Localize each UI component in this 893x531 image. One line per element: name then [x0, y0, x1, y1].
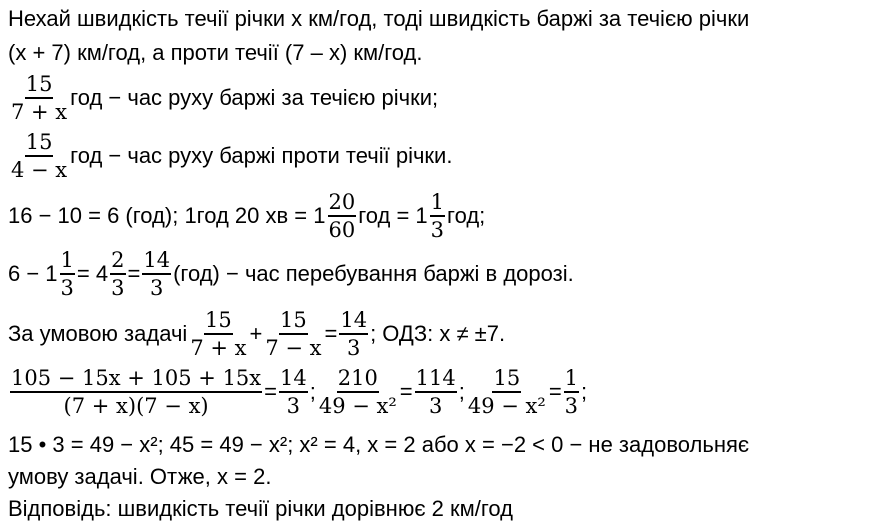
line-5-part-a: 16 − 10 = 6 (год); 1год 20 хв = 1	[8, 203, 326, 228]
fraction-denominator: 3	[60, 276, 74, 300]
fraction	[142, 248, 171, 300]
line-7-part-a: За умовою задачі	[8, 321, 188, 346]
fraction-denominator: 4 − x	[11, 158, 68, 182]
line-7-part-d: ; ОДЗ: x ≠ ±7.	[370, 321, 506, 346]
line-3-text: год − час руху баржі за течією річки;	[70, 85, 439, 110]
line-2	[8, 40, 423, 66]
fraction	[60, 248, 75, 300]
line-5	[8, 190, 485, 242]
fraction	[339, 308, 368, 360]
fraction	[564, 366, 579, 418]
fraction-numerator: 15	[492, 366, 521, 393]
fraction-denominator: 49 − x²	[467, 394, 546, 418]
fraction	[279, 366, 308, 418]
fraction-numerator: 2	[110, 248, 125, 275]
line-9	[8, 432, 749, 458]
line-1-text: Нехай швидкість течії річки x км/год, тоді швидкість баржі за течією річки	[8, 6, 750, 31]
line-9-text: 15 • 3 = 49 − x²; 45 = 49 − x²; x² = 4, x = 2 або x = −2 < 0 − не задовольняє	[8, 432, 750, 457]
line-6-part-b: = 4	[76, 261, 109, 286]
line-5-part-c: год;	[447, 203, 486, 228]
fraction-denominator: 7 − x	[265, 336, 322, 360]
fraction-denominator: 3	[429, 394, 443, 418]
fraction-numerator: 210	[337, 366, 379, 393]
line-8	[8, 366, 587, 418]
fraction-numerator: 20	[328, 190, 357, 217]
fraction-denominator: 7 + x	[190, 336, 247, 360]
line-6-part-a: 6 − 1	[8, 261, 58, 286]
line-8-part-d: ;	[458, 379, 465, 404]
fraction-numerator: 1	[564, 366, 579, 393]
line-6-part-d: (год) − час перебування баржі в дорозі.	[173, 261, 574, 286]
fraction	[467, 366, 547, 418]
line-4-text: год − час руху баржі проти течії річки.	[70, 143, 453, 168]
fraction	[10, 130, 68, 182]
line-8-part-e: =	[548, 379, 562, 404]
line-7	[8, 308, 505, 360]
fraction-numerator: 14	[279, 366, 308, 393]
fraction	[328, 190, 357, 242]
fraction-numerator: 15	[25, 130, 54, 157]
line-11-text: Відповідь: швидкість течії річки дорівнює 2 км/год	[8, 496, 514, 521]
line-7-part-c: =	[324, 321, 338, 346]
fraction	[318, 366, 398, 418]
line-1	[8, 6, 749, 32]
fraction-numerator: 1	[430, 190, 445, 217]
fraction-numerator: 14	[339, 308, 368, 335]
fraction-numerator: 15	[204, 308, 233, 335]
fraction-numerator: 114	[415, 366, 457, 393]
line-3	[8, 72, 438, 124]
line-10	[8, 464, 271, 490]
fraction-denominator: 3	[150, 276, 164, 300]
fraction	[415, 366, 457, 418]
line-5-part-b: год = 1	[358, 203, 428, 228]
fraction	[10, 366, 262, 418]
fraction-denominator: 3	[286, 394, 301, 418]
fraction	[430, 190, 445, 242]
line-8-part-b: ;	[309, 379, 316, 404]
line-8-part-c: =	[399, 379, 413, 404]
fraction-denominator: 60	[328, 218, 356, 242]
fraction	[264, 308, 322, 360]
fraction-denominator: 3	[111, 276, 125, 300]
line-8-part-a: =	[264, 379, 277, 404]
fraction-numerator: 1	[60, 248, 75, 275]
line-6	[8, 248, 574, 300]
fraction	[189, 308, 247, 360]
fraction-numerator: 105 − 15x + 105 + 15x	[10, 366, 262, 393]
line-2-text: (x + 7) км/год, а проти течії (7 – x) км/год.	[8, 40, 423, 65]
fraction-denominator: (7 + x)(7 − x)	[63, 394, 209, 418]
fraction	[110, 248, 125, 300]
line-7-part-b: +	[249, 321, 263, 346]
line-6-part-c: =	[127, 261, 141, 286]
fraction-numerator: 14	[142, 248, 171, 275]
fraction-denominator: 3	[347, 336, 361, 360]
line-11	[8, 496, 513, 522]
fraction-numerator: 15	[279, 308, 308, 335]
fraction	[10, 72, 68, 124]
fraction-denominator: 3	[430, 218, 445, 242]
fraction-denominator: 3	[564, 394, 579, 418]
line-10-text: умову задачі. Отже, x = 2.	[8, 464, 272, 489]
fraction-numerator: 15	[25, 72, 54, 99]
fraction-denominator: 49 − x²	[318, 394, 397, 418]
fraction-denominator: 7 + x	[11, 100, 68, 124]
line-4	[8, 130, 452, 182]
line-8-part-f: ;	[581, 379, 588, 404]
